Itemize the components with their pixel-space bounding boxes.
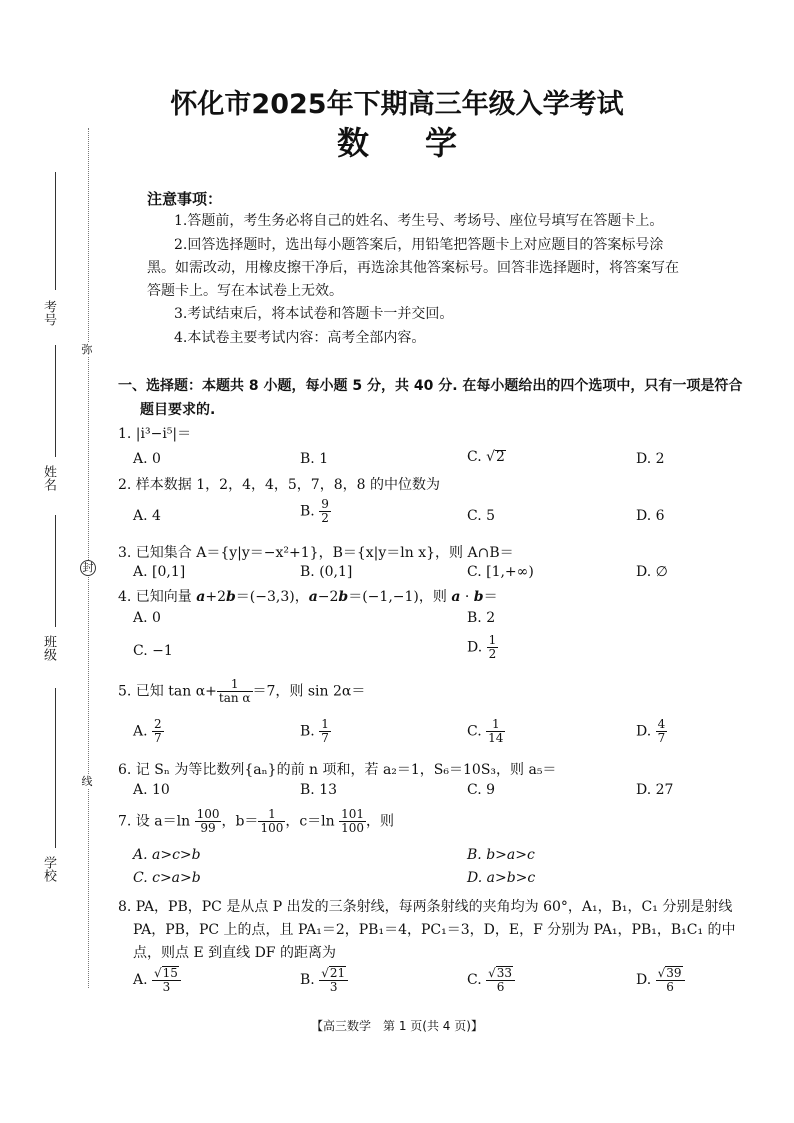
q3-option-c: C. [1,+∞) [467, 564, 534, 580]
q4-option-d-label: D. [467, 639, 487, 656]
q6-option-d: D. 27 [636, 782, 674, 798]
q2-option-a: A. 4 [133, 508, 161, 524]
q3-option-a: A. [0,1] [133, 564, 186, 580]
q8-stem-line3: 点，则点 E 到直线 DF 的距离为 [133, 945, 336, 961]
q8-option-b: B. $\frac{√21}{3}$ [300, 966, 348, 994]
q4-stem-part: ＝(−1,−1)，则 [348, 589, 452, 605]
q5-option-d [636, 718, 667, 745]
q1-option-b: B. 1 [300, 451, 329, 467]
q4-dot: · [460, 589, 474, 605]
q5-option-b [300, 718, 331, 745]
q7-option-d: D. a>b>c [467, 870, 536, 886]
class-label: 班级 [41, 635, 56, 661]
q5-option-b-num: 1 [321, 717, 329, 731]
q4-option-d-num: 1 [488, 633, 497, 647]
q5-option-a-label: A. [133, 723, 153, 740]
q6-option-b: B. 13 [300, 782, 338, 798]
q4-vector-b: b [225, 589, 236, 605]
q8-option-a-rad: 15 [162, 966, 178, 980]
q7-a-den: 99 [200, 821, 216, 835]
q4-option-d-den: 2 [488, 647, 497, 661]
q8-option-b-den: 3 [329, 980, 338, 994]
school-line [55, 688, 56, 848]
notice-heading: 注意事项： [147, 190, 223, 208]
q1-option-a: A. 0 [133, 451, 161, 467]
page-footer: 【高三数学 第 1 页(共 4 页)】 [311, 1019, 483, 1033]
q8-option-a-label: A. [133, 972, 153, 988]
q1-option-d: D. 2 [636, 451, 665, 467]
q4-option-b: B. 2 [467, 610, 496, 626]
q8-option-d-den: 6 [666, 980, 674, 994]
q2-option-b-den: 2 [321, 511, 329, 525]
q5-option-c-den: 14 [488, 731, 504, 745]
q4-stem-part: ＝(−3,3)， [235, 589, 309, 605]
seal-mark-3: 线 [81, 775, 93, 788]
q2-option-b-label: B. [300, 503, 320, 520]
notice-item-2c: 答题卡上。写在本试卷上无效。 [147, 283, 343, 299]
q5-option-b-den: 7 [321, 731, 329, 745]
q4-stem [118, 586, 498, 606]
q4-stem-part: ＝ [483, 589, 498, 605]
q3-option-d: D. ∅ [636, 564, 668, 580]
seal-mark-1: 弥 [81, 343, 93, 356]
q8-option-d-rad: 39 [666, 966, 682, 980]
school-label: 学校 [41, 856, 56, 882]
q5-stem-part: ＝7，则 sin 2α＝ [252, 683, 366, 700]
q6-option-a: A. 10 [133, 782, 170, 798]
q4-vector-a: a [451, 589, 461, 605]
q3-option-b: B. (0,1] [300, 564, 353, 580]
q4-vector-b: b [338, 589, 349, 605]
section-heading-cont: 题目要求的. [140, 402, 216, 418]
q8-option-b-rad: 21 [329, 966, 346, 980]
q7-stem [118, 808, 394, 835]
q5-option-a [133, 718, 164, 745]
q8-option-d-label: D. [636, 972, 656, 988]
q5-stem [118, 678, 365, 705]
q5-option-b-label: B. [300, 723, 320, 740]
exam-no-line [55, 172, 56, 290]
q7-option-c: C. c>a>b [133, 870, 201, 886]
q8-stem-line1: 8. PA，PB，PC 是从点 P 出发的三条射线，每两条射线的夹角均为 60°，A₁，B₁，C₁ 分别是射线 [118, 899, 733, 915]
q1-stem: 1. |i³−i⁵|＝ [118, 426, 192, 442]
q1-option-c-label: C. [467, 449, 487, 465]
q4-vector-a: a [308, 589, 318, 605]
q3-stem: 3. 已知集合 A＝{y|y＝−x²+1}，B＝{x|y＝ln x}，则 A∩B＝ [118, 545, 514, 561]
q7-option-a: A. a>c>b [133, 847, 201, 863]
q5-option-c-label: C. [467, 723, 487, 740]
section-heading: 一、选择题：本题共 8 小题，每小题 5 分，共 40 分. 在每小题给出的四个选项中，只有一项是符合 [118, 378, 743, 394]
q8-option-a: A. $\frac{√15}{3}$ [133, 966, 181, 994]
q7-c-den: 100 [341, 821, 365, 835]
q7-c-num: 101 [341, 807, 365, 821]
q7-stem-part: ，则 [366, 813, 395, 830]
q5-stem-den: tan α [218, 691, 251, 705]
notice-item-2b: 黑。如需改动，用橡皮擦干净后，再选涂其他答案标号。回答非选择题时，将答案写在 [147, 260, 679, 276]
q7-stem-part: ，c＝ln [285, 813, 340, 830]
seal-mark-2: 封 [80, 560, 96, 576]
q5-option-c-num: 1 [486, 718, 505, 732]
q7-option-b: B. b>a>c [467, 847, 535, 863]
q5-option-a-den: 7 [154, 731, 162, 745]
q8-option-b-label: B. [300, 972, 320, 988]
q4-stem-part: −2 [317, 589, 339, 605]
name-line [55, 345, 56, 457]
q1-option-c: C. √2 [467, 449, 505, 465]
q2-option-b-num: 9 [321, 497, 329, 511]
q5-stem-part: 5. 已知 tan α+ [118, 683, 217, 700]
q6-option-c: C. 9 [467, 782, 496, 798]
notice-item-1: 1.答题前，考生务必将自己的姓名、考生号、考场号、座位号填写在答题卡上。 [174, 213, 664, 229]
q5-option-a-num: 2 [154, 717, 162, 731]
q5-option-d-den: 7 [657, 731, 666, 745]
q4-stem-part: +2 [205, 589, 226, 605]
q8-option-c-den: 6 [496, 980, 505, 994]
q7-b-den: 100 [260, 821, 284, 835]
q8-option-c-rad: 33 [496, 966, 513, 980]
q4-option-c: C. −1 [133, 643, 173, 659]
q8-option-c: C. $\frac{√33}{6}$ [467, 966, 515, 994]
q6-stem: 6. 记 Sₙ 为等比数列{aₙ}的前 n 项和，若 a₂＝1，S₆＝10S₃，则 a₅＝ [118, 762, 557, 778]
q8-option-d: D. $\frac{√39}{6}$ [636, 966, 685, 994]
q7-a-num: 100 [196, 807, 220, 821]
q2-option-c: C. 5 [467, 508, 496, 524]
exam-title: 怀化市2025年下期高三年级入学考试 [170, 89, 624, 120]
q5-option-c [467, 718, 505, 745]
class-line [55, 515, 56, 627]
q4-vector-a: a [196, 589, 206, 605]
q5-option-d-num: 4 [657, 717, 666, 731]
name-label: 姓名 [41, 465, 56, 491]
q8-stem-line2: PA，PB，PC 上的点，且 PA₁＝2，PB₁＝4，PC₁＝3，D，E，F 分别为 PA₁，PB₁，B₁C₁ 的中 [133, 922, 736, 938]
q8-option-a-den: 3 [162, 980, 171, 994]
q2-option-d: D. 6 [636, 508, 665, 524]
q5-stem-num: 1 [217, 678, 253, 692]
notice-item-2a: 2.回答选择题时，选出每小题答案后，用铅笔把答题卡上对应题目的答案标号涂 [174, 237, 664, 253]
q4-option-d [467, 634, 498, 661]
q4-vector-b: b [473, 589, 484, 605]
exam-no-label: 考号 [41, 300, 56, 326]
q7-b-num: 1 [258, 808, 285, 822]
q7-stem-part: ，b＝ [221, 813, 259, 830]
q2-option-b [300, 498, 331, 525]
q1-option-c-radicand: 2 [496, 449, 505, 465]
q2-stem: 2. 样本数据 1，2，4，4，5，7，8，8 的中位数为 [118, 477, 440, 493]
subject-title: 数学 [336, 124, 513, 162]
notice-item-3: 3.考试结束后，将本试卷和答题卡一并交回。 [174, 306, 454, 322]
notice-item-4: 4.本试卷主要考试内容：高考全部内容。 [174, 330, 426, 346]
binding-dotted-line [88, 128, 89, 988]
q4-option-a: A. 0 [133, 610, 161, 626]
q8-option-c-label: C. [467, 972, 487, 988]
q4-stem-part: 4. 已知向量 [118, 589, 197, 605]
q5-option-d-label: D. [636, 723, 656, 740]
q7-stem-part: 7. 设 a＝ln [118, 813, 195, 830]
